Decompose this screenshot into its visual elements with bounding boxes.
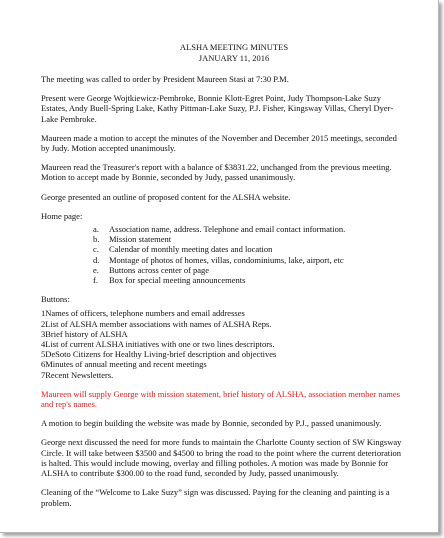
list-item — [41, 275, 407, 285]
list-item — [41, 244, 407, 254]
sign-cleaning-paragraph: Cleaning of the “Welcome to Lake Suzy” sign was discussed. Paying for the cleaning and painting is a problem. — [41, 487, 390, 508]
list-item-text: Box for special meeting announcements — [109, 275, 246, 286]
attendees-paragraph: Present were George Wojtkiewicz-Pembroke, Bonnie Klott-Egret Point, Judy Thompson-Lake Suzy Estates, Andy Buell-Spring Lake, Kathy Pittman-Lake Suzy, P.J. Fisher, Kingsway Villas, Cheryl Dyer- Lake Pembroke. — [41, 93, 394, 124]
list-item: 5DeSoto Citizens for Healthy Living-brief description and objectives — [41, 349, 277, 360]
call-to-order-paragraph: The meeting was called to order by President Maureen Stasi at 7:30 P.M. — [41, 74, 289, 84]
website-motion-paragraph: A motion to begin building the website was made by Bonnie, seconded by P.J., passed unanimously. — [41, 418, 382, 429]
list-item: 4List of current ALSHA initiatives with one or two lines descriptors. — [41, 339, 275, 350]
list-item-text: Mission statement — [109, 234, 172, 245]
document-body — [41, 42, 407, 517]
action-item-paragraph: Maureen will supply George with mission statement, brief history of ALSHA, association member names and rep's names. — [41, 388, 400, 410]
list-marker: c. — [93, 244, 99, 255]
list-item: 6Minutes of annual meeting and recent meetings — [41, 359, 207, 370]
list-item-text: Calendar of monthly meeting dates and location — [109, 244, 273, 255]
list-item: 2List of ALSHA member associations with names of ALSHA Reps. — [41, 318, 272, 329]
list-marker: b. — [93, 234, 100, 245]
list-marker: f. — [93, 275, 98, 286]
home-page-label: Home page: — [41, 210, 83, 221]
list-item — [41, 234, 407, 244]
title-line-1: ALSHA MEETING MINUTES — [179, 42, 289, 52]
title-date: JANUARY 11, 2016 — [198, 52, 270, 63]
list-item-text: Association name, address. Telephone and email contact information. — [109, 224, 346, 235]
list-item-text: Buttons across center of page — [109, 264, 210, 275]
list-item — [41, 224, 407, 234]
minutes-motion-paragraph: Maureen made a motion to accept the minutes of the November and December 2015 meetings, seconded by Judy. Motion accepted unanimously. — [41, 132, 397, 154]
list-item — [41, 255, 407, 265]
website-outline-paragraph: George presented an outline of proposed content for the ALSHA website. — [41, 191, 291, 202]
list-marker: a. — [93, 224, 99, 235]
list-item: 1Names of officers, telephone numbers and email addresses — [41, 308, 245, 319]
road-funds-paragraph: George next discussed the need for more funds to maintain the Charlotte County section of SW Kingsway Circle. It will take between $3500 and $4500 to bring the road to the point where the current deterioration is halted. This would include mowing, overlay and filling potholes. A motion was made by Bonnie for ALSHA to contribute $300.00 to the road fund, seconded by Judy, passed unanimously. — [41, 437, 402, 479]
buttons-list — [41, 308, 407, 379]
home-page-list — [41, 224, 407, 285]
list-item: 7Recent Newsletters. — [41, 369, 114, 380]
list-item: 3Brief history of ALSHA — [41, 328, 128, 339]
buttons-label: Buttons: — [41, 294, 70, 305]
list-item-text: Montage of photos of homes, villas, condominiums, lake, airport, etc — [109, 254, 344, 265]
list-item — [41, 265, 407, 275]
treasurer-report-paragraph: Maureen read the Treasurer's report with a balance of $3831.22, unchanged from the previous meeting. Motion to accept made by Bonnie, seconded by Judy, passed unanimously. — [41, 162, 392, 183]
document-title — [41, 42, 407, 63]
list-marker: e. — [93, 264, 99, 275]
list-marker: d. — [93, 254, 100, 265]
